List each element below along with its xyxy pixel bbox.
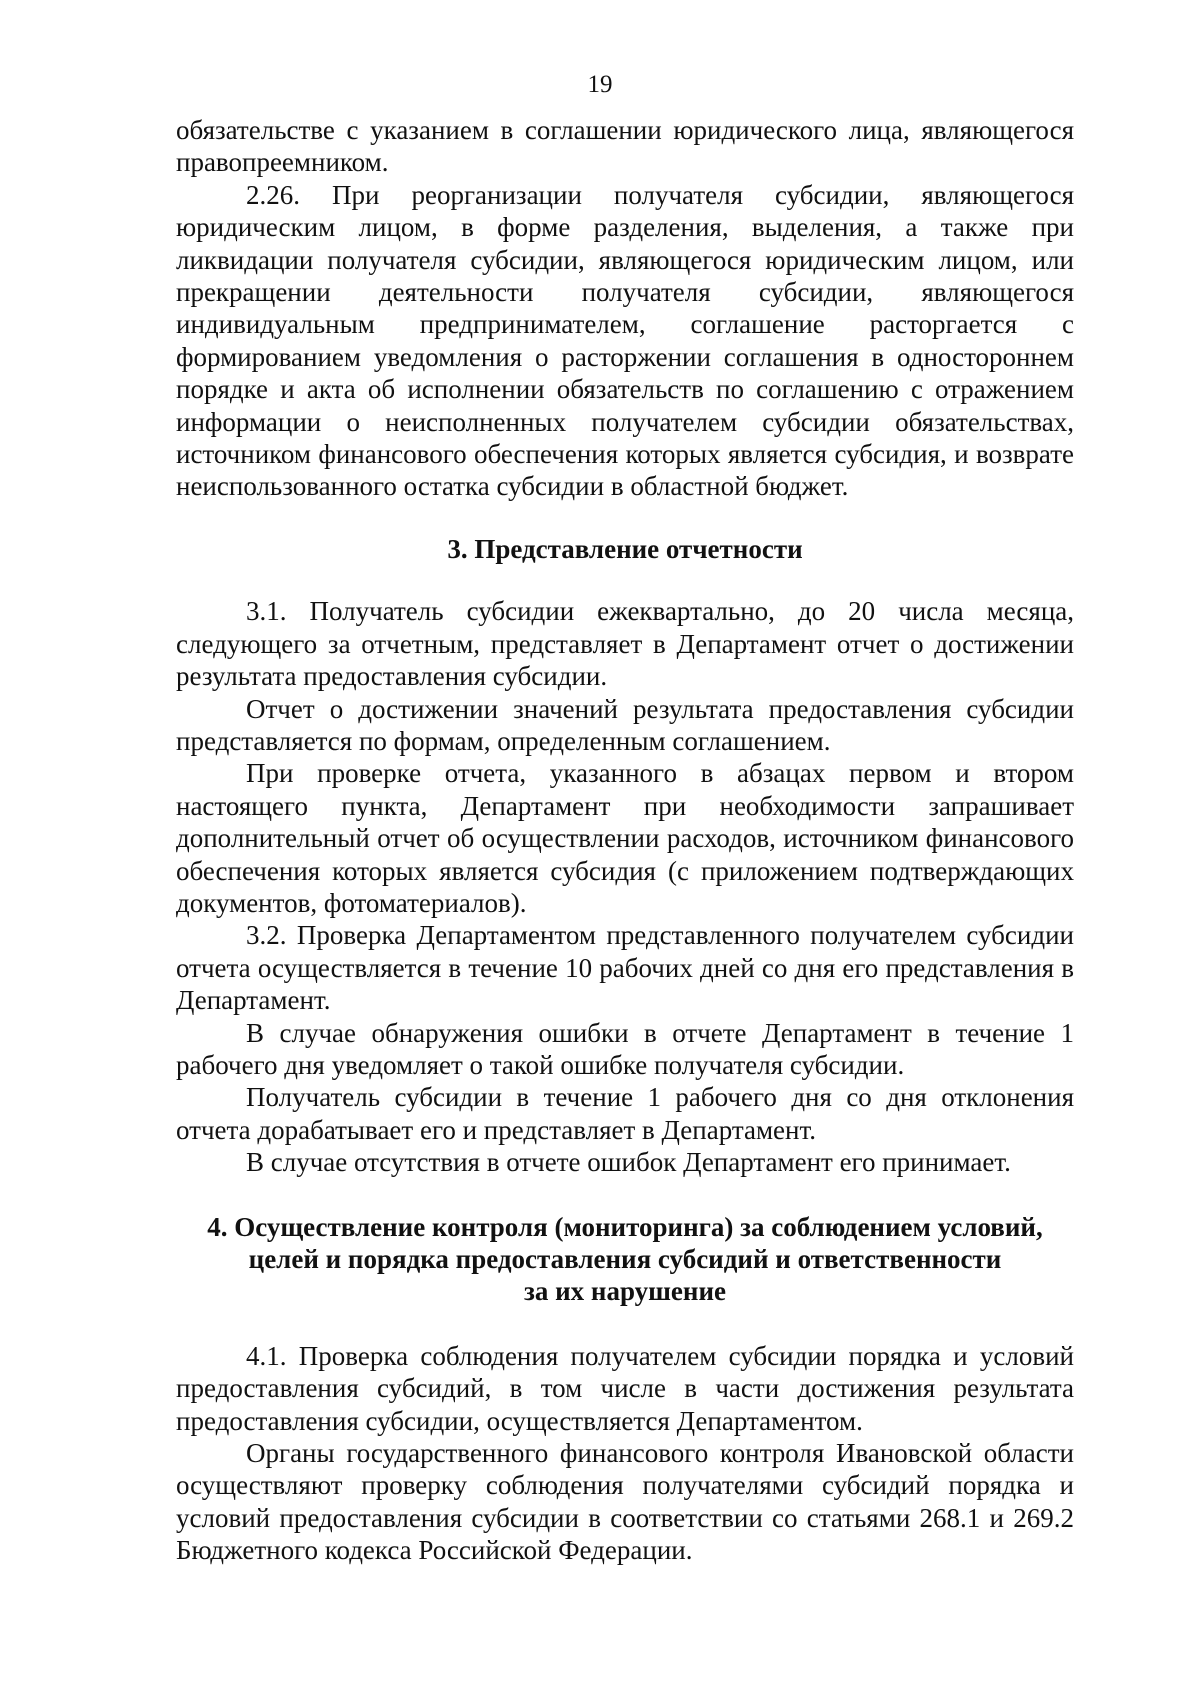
paragraph-2-26: 2.26. При реорганизации получателя субсидии, являющегося юридическим лицом, в форме разделения, выделения, а также при ликвидации получателя субсидии, являющегося юридическим лицом, или прекращении деятельности получателя субсидии, являющегося индивидуальным предпринимателем, соглашение расторгается с формированием уведомления о расторжении соглашения в одностороннем порядке и акта об исполнении обязательств по соглашению с отражением информации о неисполненных получателем субсидии обязательствах, источником финансового обеспечения которых является субсидия, и возврате неиспользованного остатка субсидии в областной бюджет. xyxy=(176,179,1074,502)
section-heading-4-line-1: 4. Осуществление контроля (мониторинга) за соблюдением условий, xyxy=(207,1211,1043,1242)
paragraph-3-2: 3.2. Проверка Департаментом представленного получателем субсидии отчета осуществляется в течение 10 рабочих дней со дня его представления в Департамент. xyxy=(176,920,1074,1016)
section-heading-4-line-2: целей и порядка предоставления субсидий и ответственности xyxy=(248,1244,1002,1274)
paragraph-state-control: Органы государственного финансового контроля Ивановской области осуществляют проверку соблюдения получателями субсидий порядка и условий предоставления субсидии в соответствии со статьями 268.1 и 269.2 Бюджетного кодекса Российской Федерации. xyxy=(176,1438,1074,1566)
paragraph-continuation: обязательстве с указанием в соглашении юридического лица, являющегося правопреемником. xyxy=(176,115,1074,178)
paragraph-3-1: 3.1. Получатель субсидии ежеквартально, до 20 числа месяца, следующего за отчетным, представляет в Департамент отчет о достижении результата предоставления субсидии. xyxy=(176,596,1074,692)
page-number: 19 xyxy=(587,71,613,98)
section-heading-4-line-3: за их нарушение xyxy=(524,1276,726,1307)
page-content xyxy=(176,114,1074,1567)
section-heading-4 xyxy=(176,1211,1074,1308)
paragraph-rework: Получатель субсидии в течение 1 рабочего дня со дня отклонения отчета дорабатывает его и представляет в Департамент. xyxy=(176,1082,1074,1145)
paragraph-acceptance: В случае отсутствия в отчете ошибок Департамент его принимает. xyxy=(246,1147,1011,1178)
section-heading-3: 3. Представление отчетности xyxy=(447,533,803,564)
paragraph-error-notice: В случае обнаружения ошибки в отчете Департамент в течение 1 рабочего дня уведомляет о такой ошибке получателя субсидии. xyxy=(176,1017,1074,1080)
paragraph-report-check: При проверке отчета, указанного в абзацах первом и втором настоящего пункта, Департамент при необходимости запрашивает дополнительный отчет об осуществлении расходов, источником финансового обеспечения которых является субсидия (с приложением подтверждающих документов, фотоматериалов). xyxy=(176,758,1074,918)
paragraph-report-forms: Отчет о достижении значений результата предоставления субсидии представляется по формам, определенным соглашением. xyxy=(176,693,1074,756)
paragraph-4-1: 4.1. Проверка соблюдения получателем субсидии порядка и условий предоставления субсидий, в том числе в части достижения результата предоставления субсидии, осуществляется Департаментом. xyxy=(176,1340,1074,1436)
